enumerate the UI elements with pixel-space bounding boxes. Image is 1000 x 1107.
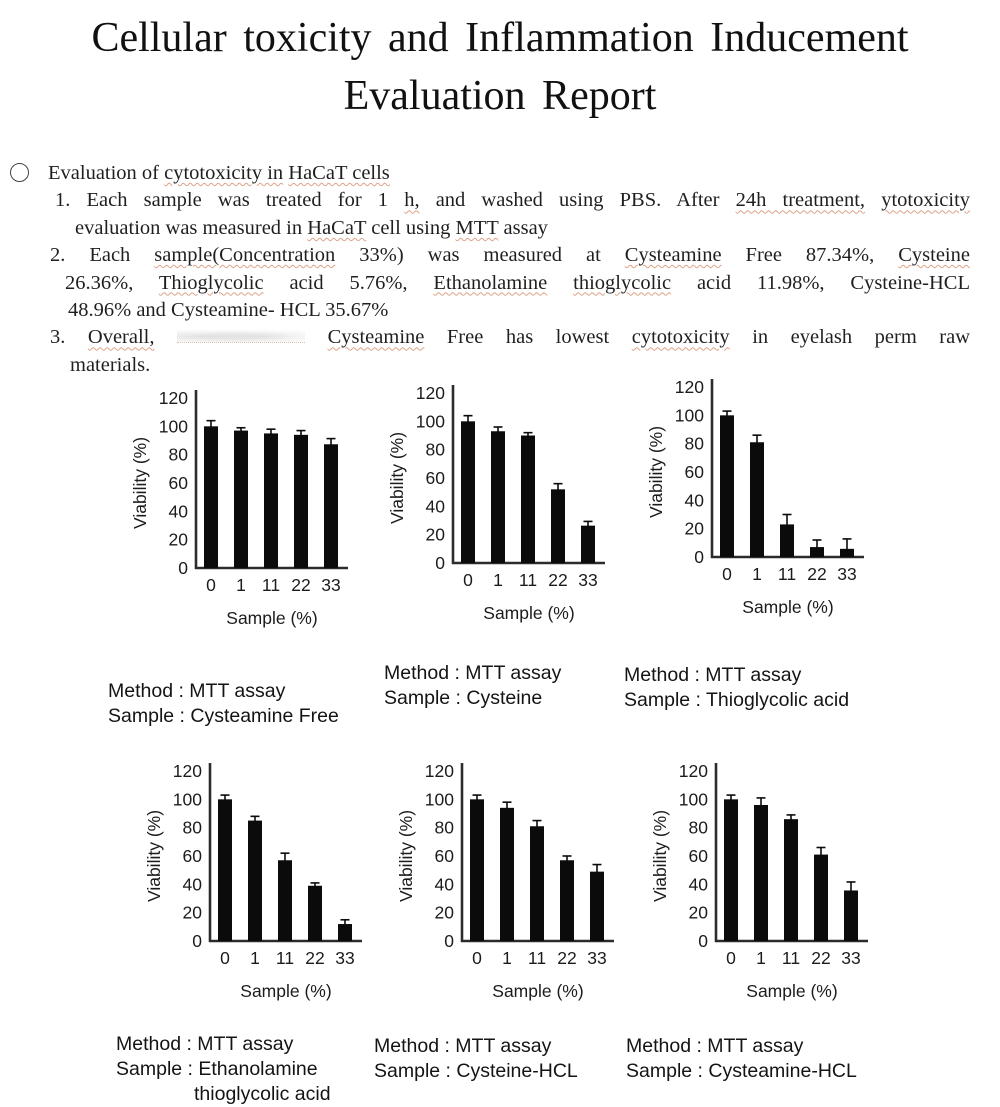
y-tick-label: 120 [678, 761, 708, 781]
bar [218, 799, 232, 941]
bar-chart-ethanolamine-thioglycolic-acid [146, 755, 388, 1012]
body-line [48, 270, 970, 297]
x-tick-label: 0 [463, 570, 473, 590]
bar [590, 872, 604, 941]
text-segment: and washed using PBS. After [419, 189, 736, 212]
bar [461, 421, 475, 563]
y-tick-label: 120 [172, 761, 202, 781]
y-tick-label: 100 [674, 405, 704, 426]
y-tick-label: 20 [684, 518, 704, 539]
text-segment: 33%) was measured at [335, 244, 625, 267]
method-label-cysteine-hcl [374, 1034, 578, 1084]
y-tick-label: 20 [434, 902, 454, 923]
method-label-line: Sample : Cysteamine-HCL [626, 1060, 857, 1082]
report-title-line1: Cellular toxicity and Inflammation Inducement [91, 15, 909, 61]
x-tick-label: 0 [722, 564, 732, 584]
spellcheck-underlined-text: sample(Concentration [154, 244, 336, 267]
bar [754, 805, 768, 941]
x-axis-title: Sample (%) [492, 981, 584, 1001]
y-tick-label: 60 [168, 473, 188, 493]
bar [581, 526, 595, 563]
x-axis-title: Sample (%) [226, 608, 318, 628]
y-axis-title: Viability (%) [398, 809, 416, 903]
spellcheck-underlined-text: cytotoxicity in [164, 162, 284, 184]
bar-chart-cysteine [389, 377, 631, 634]
bar-chart-svg [389, 377, 631, 629]
y-tick-label: 0 [178, 558, 188, 578]
x-tick-label: 1 [236, 575, 246, 595]
bar [720, 415, 734, 557]
x-tick-label: 1 [493, 570, 503, 590]
text-segment [305, 326, 328, 348]
x-tick-label: 0 [726, 948, 736, 968]
y-tick-label: 100 [415, 411, 445, 432]
method-label-ethanolamine-thioglycolic-acid [116, 1032, 331, 1107]
spellcheck-underlined-text: HaCaT [307, 216, 367, 239]
text-segment: 48.96% and Cysteamine- HCL 35.67% [68, 299, 389, 322]
x-tick-label: 1 [502, 948, 512, 968]
spellcheck-underlined-text: Cysteine [898, 244, 970, 267]
method-label-line: Sample : Cysteamine Free [108, 705, 339, 727]
x-axis-title: Sample (%) [240, 981, 332, 1001]
x-tick-label: 0 [206, 575, 216, 595]
bar [530, 826, 544, 941]
y-axis-title: Viability (%) [389, 431, 407, 525]
x-tick-label: 33 [335, 948, 355, 968]
y-tick-label: 120 [158, 388, 188, 408]
text-segment: assay [498, 216, 548, 239]
bar [491, 431, 505, 563]
x-tick-label: 11 [518, 570, 538, 590]
x-tick-label: 33 [321, 575, 341, 595]
y-tick-label: 0 [444, 931, 454, 951]
text-segment: 2. Each [50, 244, 155, 267]
y-tick-label: 60 [425, 468, 445, 488]
x-tick-label: 22 [291, 575, 311, 595]
y-tick-label: 100 [172, 789, 202, 810]
text-segment [547, 272, 573, 294]
text-segment: cell using [366, 216, 456, 239]
y-tick-label: 40 [434, 874, 454, 895]
bar [324, 444, 338, 568]
y-tick-label: 0 [694, 547, 704, 567]
x-tick-label: 33 [837, 564, 857, 584]
bar [724, 799, 738, 941]
spellcheck-underlined-text: Cysteamine [624, 244, 722, 267]
text-segment: Evaluation of [48, 162, 165, 184]
x-tick-label: 33 [841, 948, 861, 968]
method-label-cysteamine-free [108, 679, 339, 729]
y-axis-title: Viability (%) [146, 809, 164, 903]
x-tick-label: 1 [250, 948, 260, 968]
y-tick-label: 40 [688, 874, 708, 895]
bar [784, 819, 798, 941]
x-tick-label: 22 [548, 570, 568, 590]
x-axis-title: Sample (%) [742, 597, 834, 617]
bar-chart-cysteamine-hcl [652, 755, 894, 1012]
x-tick-label: 11 [261, 575, 281, 595]
text-segment [155, 326, 178, 348]
y-tick-label: 100 [678, 789, 708, 810]
bar-chart-svg [652, 755, 894, 1007]
y-tick-label: 20 [168, 529, 188, 550]
method-label-cysteine [384, 661, 561, 711]
text-segment: 26.36%, [65, 271, 159, 294]
text-segment: 1. Each sample was treated for 1 [55, 189, 405, 212]
body-line [48, 187, 970, 214]
bar-chart-svg [132, 382, 374, 634]
y-tick-label: 60 [182, 846, 202, 866]
spellcheck-underlined-text: cytotoxicity [631, 326, 730, 349]
text-segment: Free has lowest [424, 326, 632, 349]
body-line [48, 297, 970, 324]
x-tick-label: 33 [587, 948, 607, 968]
body-text [48, 160, 970, 379]
x-axis-title: Sample (%) [746, 981, 838, 1001]
x-tick-label: 1 [756, 948, 766, 968]
x-axis-title: Sample (%) [483, 603, 575, 623]
method-label-line: Sample : Cysteine [384, 687, 543, 709]
method-label-line: Sample : Ethanolamine [116, 1058, 318, 1080]
method-label-cysteamine-hcl [626, 1034, 857, 1084]
text-segment: evaluation was measured in [75, 216, 308, 239]
x-tick-label: 22 [811, 948, 831, 968]
bar [294, 435, 308, 568]
y-tick-label: 80 [182, 817, 202, 838]
y-axis-title: Viability (%) [648, 425, 666, 519]
bar [308, 886, 322, 941]
y-tick-label: 40 [182, 874, 202, 895]
method-label-line: Method : MTT assay [108, 680, 286, 702]
method-label-line: Method : MTT assay [626, 1035, 804, 1057]
x-tick-label: 22 [807, 564, 827, 584]
y-tick-label: 0 [192, 931, 202, 951]
bar-chart-thioglycolic-acid [648, 371, 890, 628]
y-tick-label: 120 [424, 761, 454, 781]
method-label-line: thioglycolic acid [194, 1083, 331, 1105]
y-tick-label: 80 [434, 817, 454, 838]
method-label-line: Method : MTT assay [116, 1033, 294, 1055]
text-segment: acid 5.76%, [263, 271, 434, 294]
spellcheck-underlined-text: thioglycolic [573, 271, 672, 294]
x-tick-label: 0 [220, 948, 230, 968]
bar-chart-cysteamine-free [132, 382, 374, 639]
text-segment: materials. [70, 353, 151, 376]
body-line [48, 242, 970, 269]
y-tick-label: 60 [684, 462, 704, 482]
method-label-line: Method : MTT assay [624, 664, 802, 686]
spellcheck-underlined-text: 24h treatment, [735, 189, 866, 212]
text-segment: 3. [50, 326, 88, 349]
spellcheck-underlined-text: ytotoxicity [881, 189, 971, 212]
spellcheck-underlined-text: Ethanolamine [433, 271, 548, 294]
body-line [48, 215, 970, 242]
method-label-line: Method : MTT assay [384, 662, 562, 684]
y-tick-label: 120 [415, 383, 445, 403]
y-tick-label: 80 [425, 439, 445, 460]
x-tick-label: 11 [777, 564, 797, 584]
method-label-line: Sample : Cysteine-HCL [374, 1060, 578, 1082]
bar [560, 860, 574, 941]
y-tick-label: 0 [698, 931, 708, 951]
y-tick-label: 100 [424, 789, 454, 810]
y-tick-label: 120 [674, 377, 704, 397]
spellcheck-underlined-text: HaCaT cells [288, 162, 390, 184]
y-axis-title: Viability (%) [132, 436, 150, 530]
y-tick-label: 80 [688, 817, 708, 838]
y-tick-label: 40 [168, 501, 188, 522]
y-tick-label: 60 [434, 846, 454, 866]
x-tick-label: 22 [305, 948, 325, 968]
y-tick-label: 80 [684, 433, 704, 454]
bar [500, 808, 514, 941]
method-label-thioglycolic-acid [624, 663, 849, 713]
body-line [48, 324, 970, 351]
y-tick-label: 40 [425, 496, 445, 517]
bar-chart-cysteine-hcl [398, 755, 640, 1012]
x-tick-label: 0 [472, 948, 482, 968]
x-tick-label: 33 [578, 570, 598, 590]
erased-text-area [177, 328, 305, 343]
y-tick-label: 80 [168, 444, 188, 465]
bar [204, 426, 218, 568]
spellcheck-underlined-text: MTT [455, 216, 499, 239]
y-axis-title: Viability (%) [652, 809, 670, 903]
bar [248, 821, 262, 941]
bar [750, 442, 764, 557]
x-tick-label: 11 [527, 948, 547, 968]
method-label-line: Sample : Thioglycolic acid [624, 689, 850, 711]
circle-bullet-icon [10, 163, 29, 182]
text-segment [865, 189, 881, 211]
bar [234, 431, 248, 568]
x-tick-label: 11 [275, 948, 295, 968]
bar-chart-svg [146, 755, 388, 1007]
bar [551, 489, 565, 563]
y-tick-label: 40 [684, 490, 704, 511]
body-line [48, 160, 970, 187]
spellcheck-underlined-text: Overall, [87, 326, 155, 349]
bar [521, 436, 535, 564]
y-tick-label: 20 [182, 902, 202, 923]
y-tick-label: 100 [158, 416, 188, 437]
y-tick-label: 60 [688, 846, 708, 866]
spellcheck-underlined-text: Cysteamine [327, 326, 425, 349]
y-tick-label: 20 [688, 902, 708, 923]
spellcheck-underlined-text: Thioglycolic [158, 271, 264, 294]
method-label-line: Method : MTT assay [374, 1035, 552, 1057]
spellcheck-underlined-text: h, [404, 189, 420, 212]
x-tick-label: 22 [557, 948, 577, 968]
text-segment: in eyelash perm raw [729, 326, 971, 349]
x-tick-label: 1 [752, 564, 762, 584]
text-segment: Free 87.34%, [721, 244, 899, 267]
bar [814, 855, 828, 941]
x-tick-label: 11 [781, 948, 801, 968]
report-title-line2: Evaluation Report [343, 73, 657, 119]
bar-chart-svg [398, 755, 640, 1007]
bar [264, 433, 278, 568]
y-tick-label: 20 [425, 524, 445, 545]
bar [470, 799, 484, 941]
bar-chart-svg [648, 371, 890, 623]
y-tick-label: 0 [435, 553, 445, 573]
text-segment: acid 11.98%, Cysteine-HCL [671, 271, 970, 294]
bar [278, 860, 292, 941]
